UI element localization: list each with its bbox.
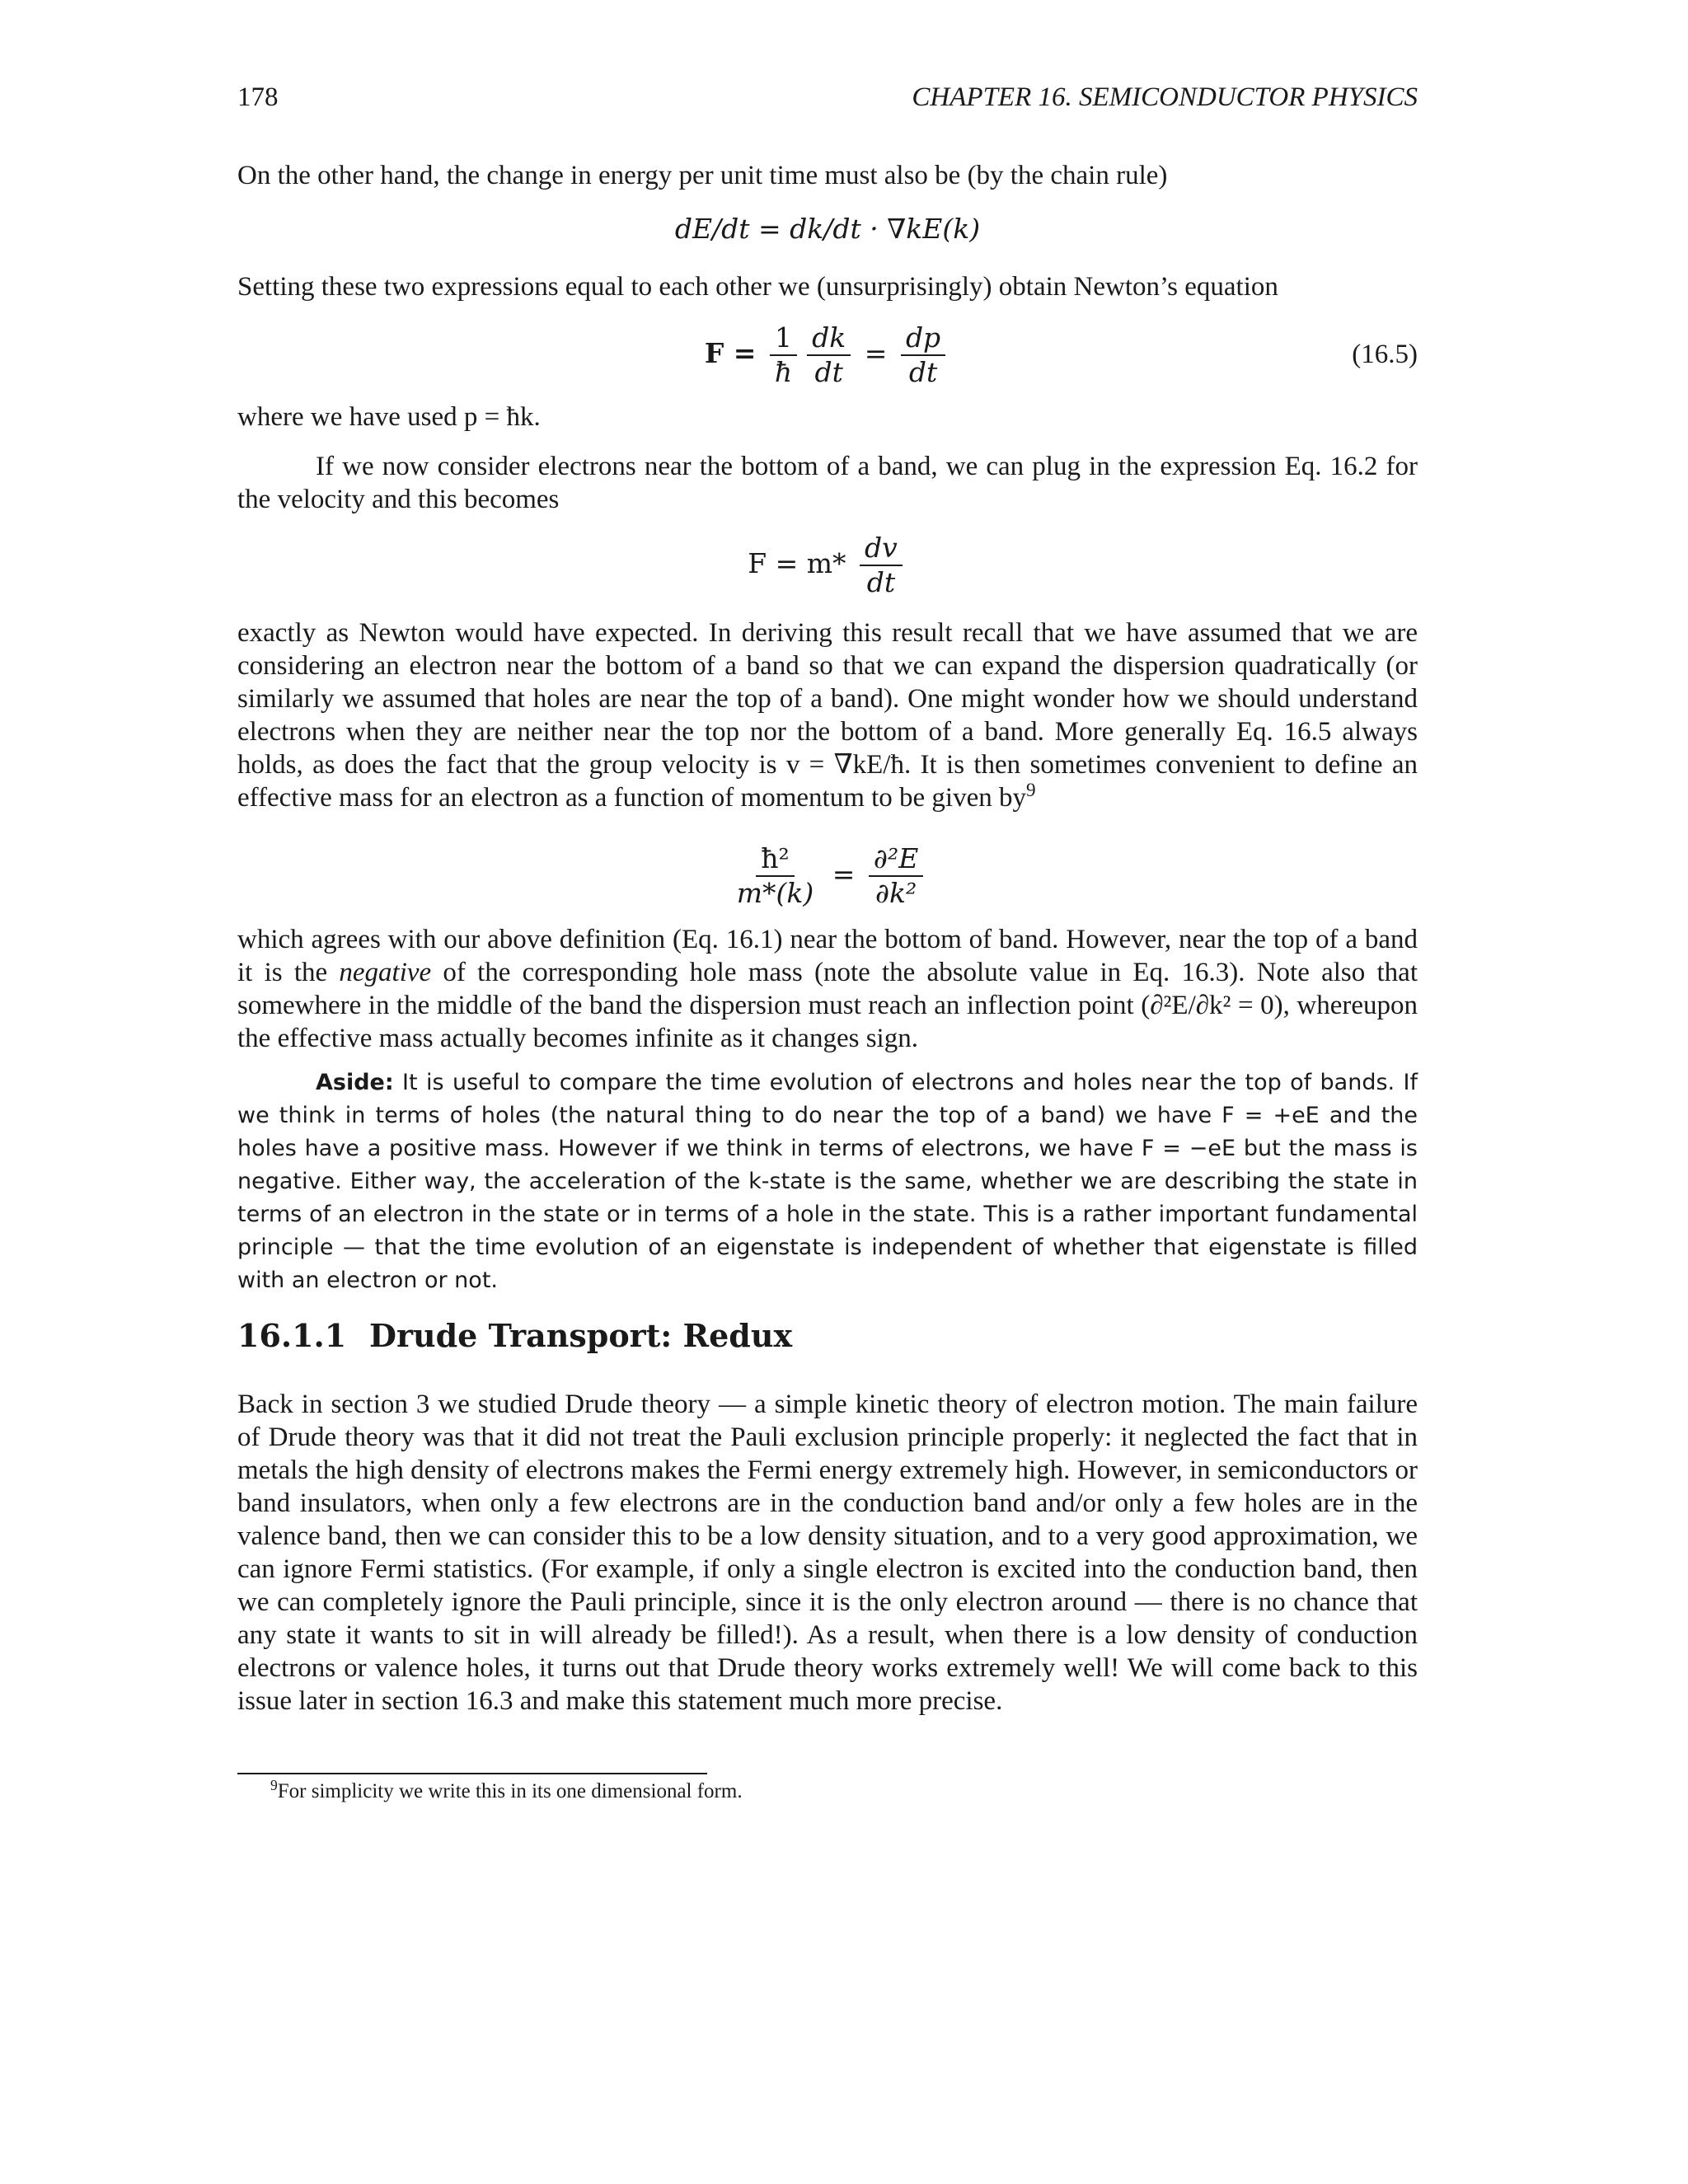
fraction-denominator: dt xyxy=(814,356,843,388)
fraction-numerator: dv xyxy=(860,532,903,566)
fraction xyxy=(869,842,923,910)
paragraph: Back in section 3 we studied Drude theory — a simple kinetic theory of electron motion. The main failure of Drude theory was that it did not treat the Pauli exclusion principle properly: it neglected the fact that in metals the high density of electrons makes the Fermi energy extremely high. However, in semiconductors or band insulators, when only a few electrons are in the conduction band and/or only a few holes are in the valence band, then we can consider this to be a low density situation, and to a very good approximation, we can ignore Fermi statistics. (For example, if only a single electron is excited into the conduction band, then we can completely ignore the Pauli principle, since it is the only electron around — there is no chance that any state it wants to sit in will already be filled!). As a result, when there is a low density of conduction electrons or valence holes, it turns out that Drude theory works extremely well! We will come back to this issue later in section 16.3 and make this statement much more precise. xyxy=(237,1390,1418,1716)
equation-lhs: F = m* xyxy=(748,547,846,579)
footnote-mark[interactable]: 9 xyxy=(1026,779,1036,800)
aside-lead: Aside: xyxy=(316,1070,394,1095)
fraction-denominator: ∂k² xyxy=(874,877,917,909)
footnote-text: For simplicity we write this in its one dimensional form. xyxy=(277,1780,743,1802)
fraction-numerator: ∂²E xyxy=(869,842,923,877)
fraction-denominator: m*(k) xyxy=(736,877,814,909)
equation-lhs: F = xyxy=(704,337,757,369)
fraction-numerator: 1 xyxy=(770,321,797,356)
fraction xyxy=(732,842,819,910)
fraction xyxy=(770,321,797,389)
page-number: 178 xyxy=(237,82,279,112)
footnote xyxy=(237,1777,1418,1807)
aside-text: It is useful to compare the time evolution of electrons and holes near the top of bands. If we think in terms of holes (the natural thing to do near the top of a band) we have F = +eE and the holes have a positive mass. However if we think in terms of electrons, we have F = −eE but the mass is negative. Either way, the acceleration of the k-state is the same, whether we are describing the state in terms of an electron in the state or in terms of a hole in the state. This is a rather important fundamental principle — that the time evolution of an eigenstate is independent of whether that eigenstate is filled with an electron or not. xyxy=(237,1070,1418,1293)
paragraph-text: of the corresponding hole mass (note the absolute value in Eq. 16.3). Note also that somewhere in the middle of the band the dispersion must reach an inflection point (∂²E/∂k² = 0), whereupon the effective mass actually becomes infinite as it changes sign. xyxy=(237,958,1418,1053)
section-title: Drude Transport: Redux xyxy=(369,1317,793,1354)
footnote-rule xyxy=(237,1773,707,1774)
fraction xyxy=(901,321,945,389)
equals-sign: = xyxy=(864,337,888,369)
paragraph xyxy=(237,616,1418,814)
fraction-denominator: ħ xyxy=(774,356,793,388)
paragraph: Setting these two expressions equal to each other we (unsurprisingly) obtain Newton’s equation xyxy=(237,272,1278,302)
section-heading xyxy=(237,1317,792,1354)
fraction-numerator: dk xyxy=(807,321,851,356)
section-number: 16.1.1 xyxy=(237,1317,347,1354)
fraction xyxy=(807,321,851,389)
equation-effective-newton xyxy=(237,532,1418,599)
fraction-numerator: ħ² xyxy=(756,842,794,877)
paragraph-text: exactly as Newton would have expected. In deriving this result recall that we have assumed that we are considering an electron near the bottom of a band so that we can expand the dispersion quadratically (or similarly we assumed that holes are near the top of a band). One might wonder how we should understand electrons when they are neither near the top nor the bottom of a band. More generally Eq. 16.5 always holds, as does the fact that the group velocity is v = ∇kE/ħ. It is then sometimes convenient to define an effective mass for an electron as a function of momentum to be given by xyxy=(237,618,1418,813)
fraction-numerator: dp xyxy=(901,321,945,356)
fraction xyxy=(860,532,903,599)
fraction-denominator: dt xyxy=(908,356,938,388)
equals-sign: = xyxy=(832,858,856,890)
equation-newton xyxy=(237,321,1418,389)
paragraph: where we have used p = ħk. xyxy=(237,402,541,432)
emphasis: negative xyxy=(339,958,432,987)
running-head: CHAPTER 16. SEMICONDUCTOR PHYSICS xyxy=(912,82,1418,112)
equation-number: (16.5) xyxy=(1352,340,1418,369)
aside-block xyxy=(237,1066,1418,1297)
paragraph xyxy=(237,923,1418,1055)
fraction-denominator: dt xyxy=(866,566,896,598)
equation-effective-mass xyxy=(237,842,1418,910)
paragraph: On the other hand, the change in energy per unit time must also be (by the chain rule) xyxy=(237,161,1168,190)
paragraph: If we now consider electrons near the bottom of a band, we can plug in the expression Eq. 16.2 for the velocity and this becomes xyxy=(237,452,1418,514)
paragraph-text: which agrees with our above definition (Eq. 16.1) near the bottom of band. However, near the top of a band it is the xyxy=(237,925,1418,987)
equation-chain-rule: dE/dt = dk/dt · ∇kE(k) xyxy=(674,213,981,245)
footnote-number: 9 xyxy=(270,1776,278,1793)
